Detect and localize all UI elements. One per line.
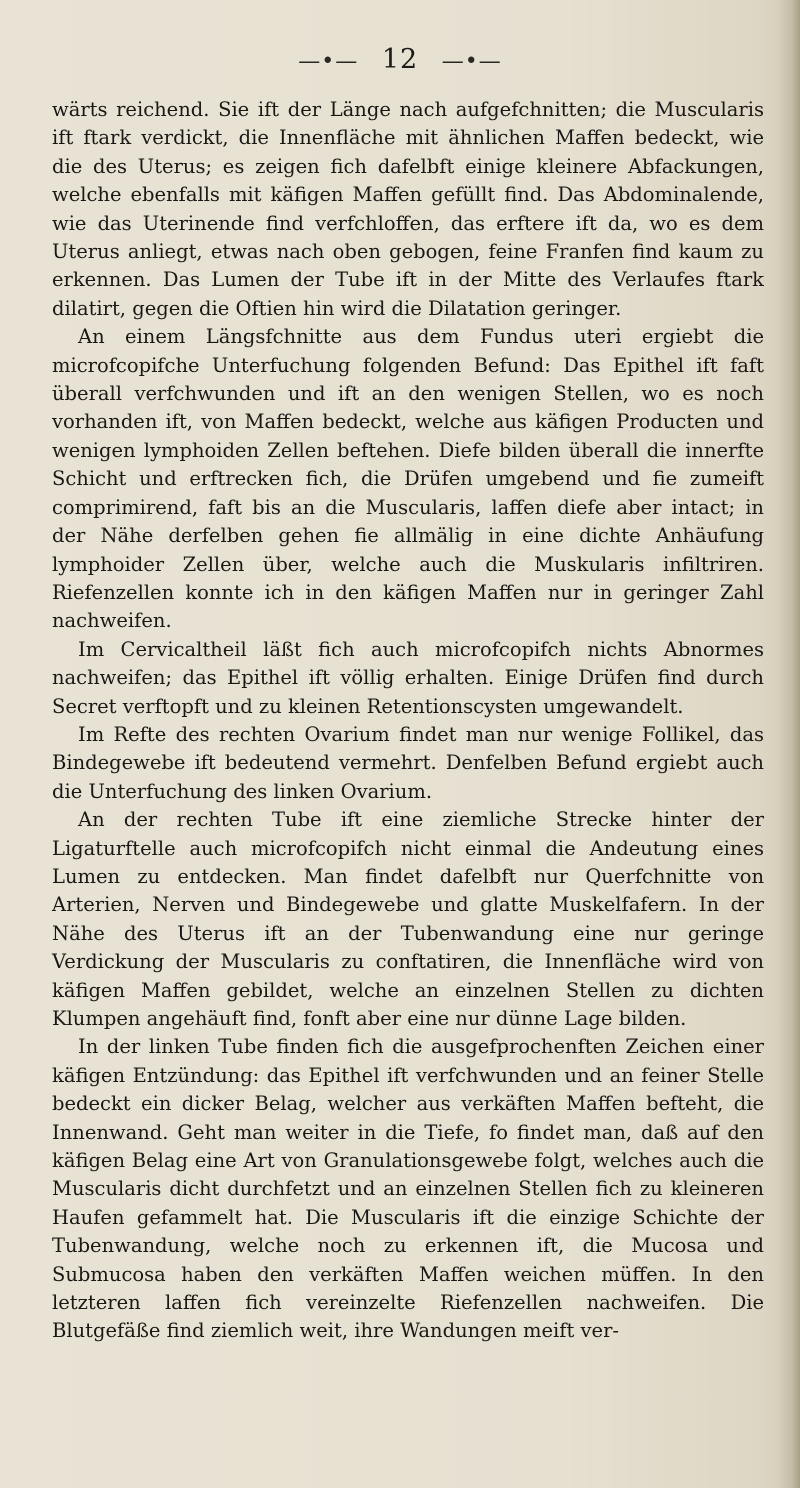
paragraph-fundus-uteri: An einem Längsfchnitte aus dem Fundus uteri ergiebt die microfcopifche Unterfuchung folgenden Befund: Das Epithel ift faft überall verfchwunden und ift an den wenigen Stellen, wo es noch vorhanden ift, von Maffen bedeckt, welche aus käfigen Producten und wenigen lymphoiden Zellen beftehen. Diefe bilden überall die innerfte Schicht und erftrecken fich, die Drüfen umgebend und fie zumeift comprimirend, faft bis an die Muscularis, laffen diefe aber intact; in der Nähe derfelben gehen fie allmälig in eine dichte Anhäufung lymphoider Zellen über, welche auch die Muskularis infiltriren. Riefenzellen konnte ich in den käfigen Maffen nur in geringer Zahl nachweifen.	[52, 325, 764, 633]
paragraph-rechte-tube: An der rechten Tube ift eine ziemliche Strecke hinter der Ligaturftelle auch microfcopifch nicht einmal die Andeutung eines Lumen zu entdecken. Man findet dafelbft nur Querfchnitte von Arterien, Nerven und Bindegewebe und glatte Muskelfafern. In der Nähe des Uterus ift an der Tubenwandung eine nur geringe Verdickung der Muscularis zu conftatiren, die Innenfläche wird von käfigen Maffen gebildet, welche an einzelnen Stellen zu dichten Klumpen angehäuft find, fonft aber eine nur dünne Lage bilden.	[52, 808, 764, 1030]
body-text	[52, 96, 764, 1346]
page-edge-shadow	[778, 0, 800, 1488]
paragraph-linke-tube: In der linken Tube finden fich die ausgefprochenften Zeichen einer käfigen Entzündung: das Epithel ift verfchwunden und an feiner Stelle bedeckt ein dicker Belag, welcher aus verkäften Maffen befteht, die Innenwand. Geht man weiter in die Tiefe, fo findet man, daß auf den käfigen Belag eine Art von Granulationsgewebe folgt, welches auch die Muscularis dicht durchfetzt und an einzelnen Stellen fich zu kleineren Haufen gefammelt hat. Die Muscularis ift die einzige Schichte der Tubenwandung, welche noch zu erkennen ift, die Mucosa und Submucosa haben den verkäften Maffen weichen müffen. In den letzteren laffen fich vereinzelte Riefenzellen nachweifen. Die Blutgefäße find ziemlich weit, ihre Wandungen meift ver-	[52, 1035, 764, 1343]
header-ornament-right: —•—	[441, 49, 502, 74]
paragraph-continuation: wärts reichend. Sie ift der Länge nach aufgefchnitten; die Muscularis ift ftark verdickt, die Innenfläche mit ähnlichen Maffen bedeckt, wie die des Uterus; es zeigen fich dafelbft einige kleinere Abfackungen, welche ebenfalls mit käfigen Maffen gefüllt find. Das Abdominalende, wie das Uterinende find verfchloffen, das erftere ift da, wo es dem Uterus anliegt, etwas nach oben gebogen, feine Franfen find kaum zu erkennen. Das Lumen der Tube ift in der Mitte des Verlaufes ftark dilatirt, gegen die Oftien hin wird die Dilatation geringer.	[52, 98, 764, 320]
header-ornament-left: —•—	[298, 49, 359, 74]
paragraph-ovarium: Im Refte des rechten Ovarium findet man nur wenige Follikel, das Bindegewebe ift bedeutend vermehrt. Denfelben Befund ergiebt auch die Unterfuchung des linken Ovarium.	[52, 722, 764, 803]
page-header	[0, 44, 800, 75]
paragraph-cervicaltheil: Im Cervicaltheil läßt fich auch microfcopifch nichts Abnormes nachweifen; das Epithel ift völlig erhalten. Einige Drüfen find durch Secret verftopft und zu kleinen Retentionscysten umgewandelt.	[52, 637, 764, 718]
page-number: 12	[381, 44, 419, 75]
